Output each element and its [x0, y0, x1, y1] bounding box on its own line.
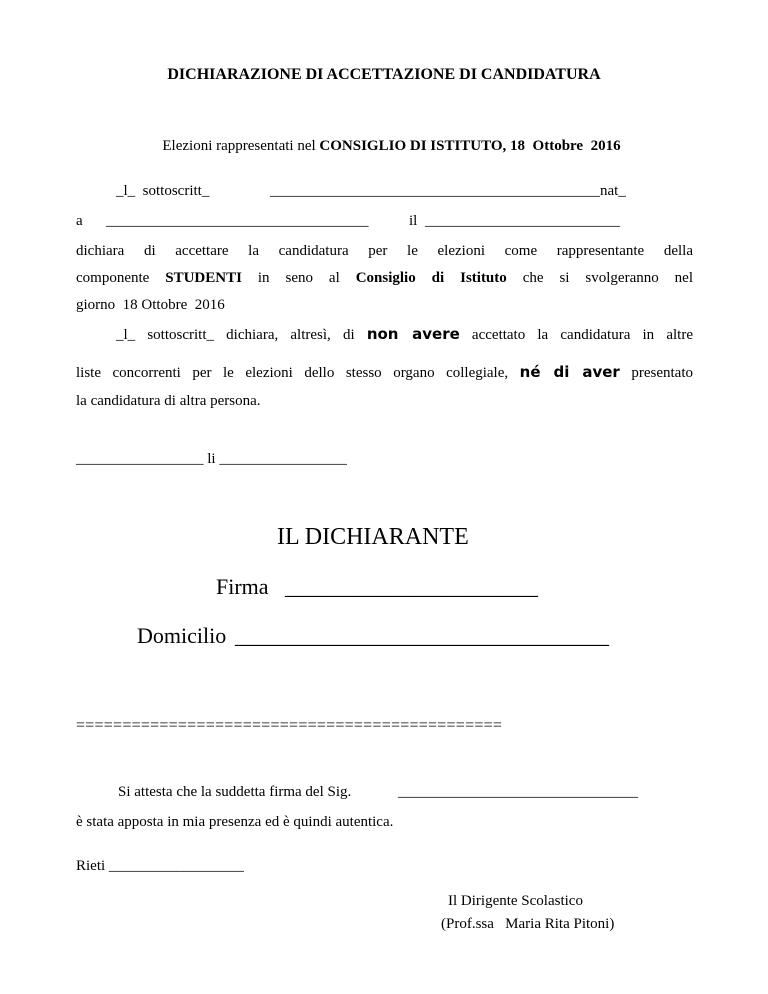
separator-line: ==============================================: [76, 717, 503, 734]
acceptance-line-3: giorno 18 Ottobre 2016: [76, 297, 225, 313]
declarant-heading: IL DICHIARANTE: [277, 524, 469, 550]
attestation-line-2: è stata apposta in mia presenza ed è quindi autentica.: [76, 814, 394, 830]
document-title: DICHIARAZIONE DI ACCETTAZIONE DI CANDIDATURA: [167, 66, 601, 83]
principal-name: (Prof.ssa Maria Rita Pitoni): [441, 916, 615, 932]
signature-blank: _______________________: [285, 574, 538, 599]
birthdate-label: il: [409, 213, 418, 229]
not-presented-emphasis: né di aver: [519, 363, 620, 381]
acceptance-text-e: che si svolgeranno nel: [506, 270, 693, 286]
signatory-label: _l_ sottoscritt_: [116, 183, 210, 199]
component-students: STUDENTI: [165, 270, 242, 286]
domicile-label: Domicilio: [137, 623, 227, 648]
declaration-text-c: accettato la candidatura in altre: [459, 327, 694, 343]
declaration-text-f: presentato: [619, 365, 693, 381]
attestation-blank: ________________________________: [398, 784, 638, 800]
acceptance-text-a: componente: [76, 270, 166, 286]
subtitle-bold: CONSIGLIO DI ISTITUTO, 18 Ottobre 2016: [319, 138, 621, 154]
not-accepted-emphasis: non avere: [366, 325, 460, 343]
birthplace-label: a: [76, 213, 83, 229]
acceptance-line-2: [76, 270, 693, 287]
declaration-text-a: _l_ sottoscritt_ dichiara, altresì, di: [116, 327, 367, 343]
declaration-text-d: liste concorrenti per le elezioni dello stesso organo collegiale,: [76, 365, 520, 381]
declaration-line-2: [76, 363, 693, 382]
declaration-line-1: [116, 325, 693, 344]
name-blank: ____________________________________________nat_: [270, 183, 626, 199]
signature-label: Firma: [216, 574, 269, 599]
document-subtitle: [0, 121, 768, 172]
acceptance-text-c: in seno al: [241, 270, 356, 286]
rieti-date-line: Rieti __________________: [76, 858, 244, 874]
place-date-line: _________________ li _________________: [76, 451, 347, 467]
principal-title: Il Dirigente Scolastico: [448, 893, 583, 909]
acceptance-line-1: dichiara di accettare la candidatura per le elezioni come rappresentante della: [76, 243, 693, 259]
attestation-text: Si attesta che la suddetta firma del Sig.: [118, 784, 352, 800]
subtitle-prefix: Elezioni rappresentati nel: [162, 138, 320, 154]
council-name: Consiglio di Istituto: [355, 270, 507, 286]
birthplace-blank: ___________________________________: [106, 213, 369, 229]
domicile-blank: __________________________________: [235, 623, 609, 648]
declaration-line-3: la candidatura di altra persona.: [76, 393, 261, 409]
birthdate-blank: __________________________: [425, 213, 620, 229]
